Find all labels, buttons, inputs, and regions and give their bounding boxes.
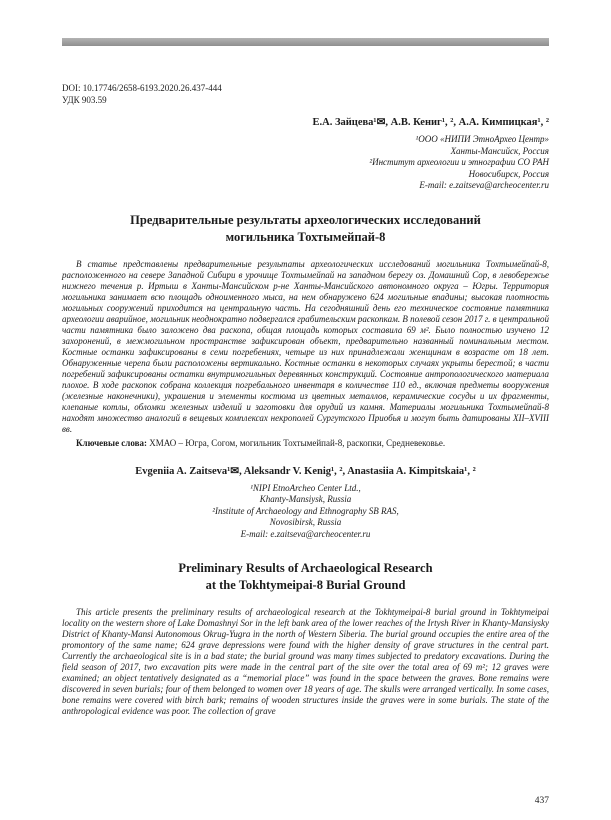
affiliation-en-line: ²Institute of Archaeology and Ethnography SB RAS, xyxy=(212,505,399,516)
keywords-text: ХМАО – Югра, Согом, могильник Тохтымейпай-8, раскопки, Средневековье. xyxy=(149,437,446,448)
title-en-line2: at the Tokhtymeipai-8 Burial Ground xyxy=(205,578,406,592)
title-en xyxy=(62,560,549,594)
title-ru-line1: Предварительные результаты археологических исследований xyxy=(130,212,481,227)
authors-en: Evgeniia A. Zaitseva¹✉, Aleksandr V. Kenig¹, ², Anastasiia A. Kimpitskaia¹, ² xyxy=(135,465,476,477)
udk: УДК 903.59 xyxy=(62,95,107,105)
header-rule xyxy=(62,38,549,46)
affiliation-en-line: Khanty-Mansiysk, Russia xyxy=(259,494,352,504)
affiliation-ru-line: Ханты-Мансийск, Россия xyxy=(450,145,549,156)
meta-block xyxy=(62,82,549,106)
title-ru xyxy=(62,212,549,246)
email-en: E-mail: e.zaitseva@archeocenter.ru xyxy=(240,528,371,539)
keywords-label: Ключевые слова: xyxy=(76,437,147,448)
keywords-ru xyxy=(62,438,549,449)
affiliations-ru xyxy=(62,134,549,192)
abstract-ru: В статье представлены предварительные результаты археологических исследований могильника Тохтымейпай-8, расположенного на севере Западной Сибири в урочище Тохтымейпай на западном берегу оз. Домашний Сор, в левобережье нижнего течения р. Иртыш в Ханты-Мансийском р-не Ханты-Мансийского автономного округа – Югры. Территория могильника занимает всю площадь одноименного мыса, на нем обнаружено 624 могильные впадины; высокая плотность могильных сооружений приходится на центральную часть. На сегодняшний день его техническое состояние памятника археологии аварийное, могильник неоднократно подвергался грабительским раскопкам. В полевой сезон 2017 г. в центральной части памятника было заложено два раскопа, общая площадь которых составила 69 м². Было полностью изучено 12 захоронений, в межмогильном пространстве зафиксирован объект, предварительно названный поминальным местом. Костные останки зафиксированы в семи погребениях, четыре из них принадлежали женщинам в возрасте от 18 лет. Обнаруженные черепа были расположены вертикально. Костные останки в некоторых случаях укрыты берестой; в части погребений зафиксированы остатки внутримогильных деревянных конструкций. Состояние антропологического материала плохое. В ходе раскопок собрана коллекция погребального инвентаря в количестве 110 ед., включая предметы вооружения (железные наконечники), украшения и элементы костюма из цветных металлов, керамические сосуды и их фрагменты, клепаные котлы, обломки железных изделий и заготовки для орудий из камня. Материалы могильника Тохтымейпай-8 находят множество аналогий в вещевых комплексах некрополей Сургутского Приобья и могут быть датированы XII–XVIII вв. xyxy=(62,258,549,434)
affiliation-en-line: ¹NIPI EtnoArcheo Center Ltd., xyxy=(250,482,361,493)
affiliation-ru-line: ¹ООО «НИПИ ЭтноАрхео Центр» xyxy=(415,134,549,144)
affiliation-ru-line: ²Институт археологии и этнографии СО РАН xyxy=(369,157,549,167)
authors-ru: Е.А. Зайцева¹✉, А.В. Кениг¹, ², А.А. Кимпицкая¹, ² xyxy=(312,117,549,128)
affiliations-en xyxy=(62,483,549,541)
abstract-en: This article presents the preliminary results of archaeological research at the Tokhtymeipai-8 burial ground in Tokhtymeipai locality on the western shore of Lake Domashnyi Sor in the left bank area of the lower reaches of the Irtysh River in Khanty-Mansiysky District of Khanty-Mansi Autonomous Okrug-Yugra in the north of Western Siberia. The burial ground occupies the entire area of the promontory of the same name; 624 grave depressions were found with the higher density of grave structures in the central part. Currently the archaeological site is in a bad state; the burial ground was many times subjected to predatory excavations. During the field season of 2017, two excavation pits were made in the central part of the site over the total area of 69 m²; 12 graves were examined; an object tentatively designated as a “memorial place” was found in the space between the graves. Bone remains were discovered in seven burials; four of them belonged to women over 18 years of age. The skulls were arranged vertically. In some cases, bone remains were covered with birch bark; remains of wooden structures inside the graves were in some burials. The state of the anthropological evidence was poor. The collection of grave xyxy=(62,607,549,716)
title-en-line1: Preliminary Results of Archaeological Research xyxy=(178,561,433,575)
affiliation-ru-line: Новосибирск, Россия xyxy=(468,168,549,179)
page-number: 437 xyxy=(534,796,549,806)
doi: DOI: 10.17746/2658-6193.2020.26.437-444 xyxy=(62,83,222,93)
affiliation-en-line: Novosibirsk, Russia xyxy=(269,517,342,527)
title-ru-line2: могильника Тохтымейпай-8 xyxy=(225,229,386,244)
email-ru: E-mail: e.zaitseva@archeocenter.ru xyxy=(419,180,549,190)
